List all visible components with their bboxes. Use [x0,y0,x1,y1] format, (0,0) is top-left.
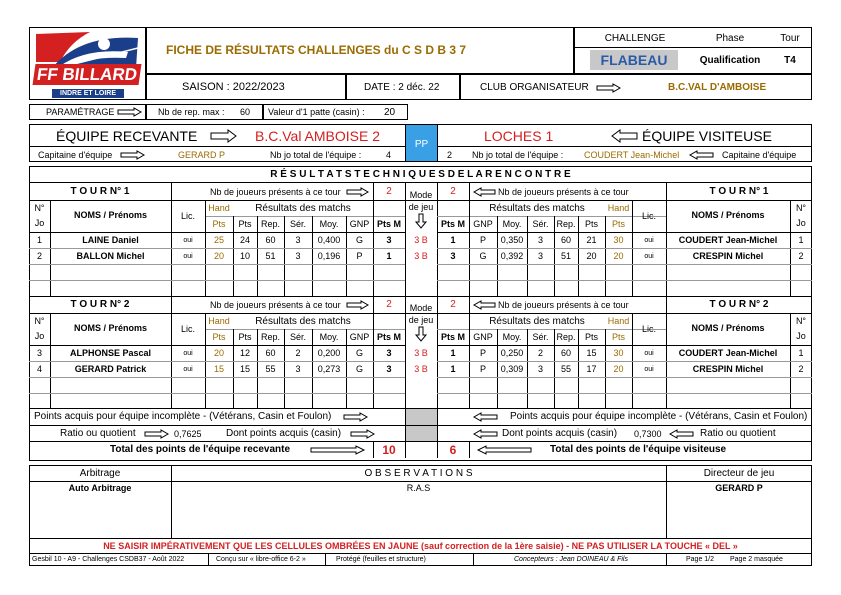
away-player-rep: 55 [560,364,571,374]
arrow-right-icon [120,150,146,160]
rep-header: Rep. [260,332,280,342]
footer-concu: Conçu sur « libre-office 6-2 » [216,556,306,563]
names-header: NOMS / Prénoms [73,323,147,333]
away-no-header: N° [795,203,807,213]
away-names-header: NOMS / Prénoms [691,210,765,220]
rep-label: Nb de rep. max : [158,107,225,117]
grid-line [29,232,405,233]
player-pts: 12 [239,348,250,358]
phase-value: Qualification [699,55,761,66]
jo-header: Jo [34,218,45,228]
away-label: ÉQUIPE VISITEUSE [642,128,772,144]
ser-header: Sér. [289,332,306,342]
away-hand-pts-header: Pts [611,219,625,229]
player-hand: 25 [213,235,224,245]
arrow-left-icon [472,187,496,197]
grid-line [171,183,172,200]
player-gnp: G [355,364,363,374]
player-rep: 51 [265,251,276,261]
away-pts-header: Pts [584,219,598,229]
rep-value: 60 [240,107,251,117]
away-ratio-label: Ratio ou quotient [700,428,776,439]
directeur-value: GERARD P [715,483,763,493]
no-header: N° [34,203,45,213]
results-header: Résultats des matchs [255,316,351,327]
away-present: 2 [450,299,456,310]
grid-line [171,296,172,313]
home-total-points: 10 [382,443,396,457]
away-casin-label: Dont points acquis (casin) [502,428,618,439]
home-team-name: B.C.Val AMBOISE 2 [255,128,381,144]
player-ptsm: 3 [386,364,392,374]
tour-label: Tour [780,33,800,44]
player-no: 4 [36,364,42,374]
lic-header: Lic. [180,211,195,221]
away-present: 2 [450,186,456,197]
mode-label: Mode [409,303,433,313]
away-player-moy: 0,250 [500,348,524,358]
footer-page: Page 1/2 [686,556,715,563]
grid-line [29,361,405,362]
ptsm-header: Pts M [376,332,401,342]
away-ser-header: Sér. [532,332,549,342]
player-moy: 0,200 [317,348,341,358]
moy-header: Moy. [319,219,339,229]
arrow-left-icon [472,300,496,310]
away-player-name: COUDERT Jean-Michel [678,235,778,245]
away-player-moy: 0,392 [500,251,524,261]
player-no: 1 [36,235,42,245]
away-names-header: NOMS / Prénoms [691,323,765,333]
player-hand: 20 [213,251,224,261]
home-ratio: 0,7625 [174,429,202,439]
away-player-gnp: P [479,348,486,358]
away-rep-header: Rep. [556,332,576,342]
away-ratio: 0,7300 [634,429,662,439]
player-lic: oui [183,253,193,260]
logo-title: FF BILLARD [33,64,142,85]
home-label: ÉQUIPE RECEVANTE [56,128,198,144]
names-header: NOMS / Prénoms [73,210,147,220]
lic-header: Lic. [180,324,195,334]
player-ptsm: 1 [386,251,392,261]
away-rep-header: Rep. [556,219,576,229]
player-gnp: G [355,235,363,245]
page-title: FICHE DE RÉSULTATS CHALLENGES du C S D B 3 7 [166,43,467,57]
away-player-hand: 20 [613,364,624,374]
player-gnp: G [355,348,363,358]
grid-line [29,248,405,249]
gnp-header: GNP [349,219,370,229]
hand-pts-header: Pts [212,332,226,342]
away-player-ser: 3 [537,251,543,261]
gnp-header: GNP [349,332,370,342]
away-gnp-header: GNP [473,219,493,229]
grid-line [437,232,812,233]
mode-label: Mode [409,190,433,200]
arbitrage-value: Auto Arbitrage [68,483,132,493]
away-player-pts: 15 [586,348,597,358]
footer-protege: Protégé (feuilles et structure) [336,556,426,563]
away-player-name: COUDERT Jean-Michel [678,348,778,358]
player-ser: 3 [295,235,301,245]
home-captain: GERARD P [178,150,226,160]
arrow-right-icon [117,107,143,117]
player-lic: oui [183,237,193,244]
away-tour-label: T O U R N° 2 [709,299,769,310]
away-player-pts: 17 [586,364,597,374]
player-ser: 3 [295,364,301,374]
player-pts: 10 [239,251,250,261]
player-name: BALLON Michel [76,251,145,261]
away-pts-header: Pts [584,332,598,342]
rep-header: Rep. [260,219,280,229]
game-mode: 3 B [414,251,428,261]
player-hand: 15 [213,364,224,374]
away-jo-header: Jo [796,331,806,341]
saison: SAISON : 2022/2023 [182,81,285,93]
away-player-no: 1 [798,348,804,358]
grid-line [437,377,812,378]
player-rep: 60 [265,348,276,358]
arrow-left-icon [668,429,694,439]
patte-value: 20 [384,107,396,118]
away-captain: COUDERT Jean-Michel [584,150,680,160]
footer-concepteurs: Concepteurs : Jean DOINEAU & Fils [514,556,628,563]
grid-line [29,264,405,265]
grid-line [469,296,470,313]
player-ser: 2 [295,348,301,358]
player-ptsm: 3 [386,348,392,358]
away-hand-header: Hand [607,203,630,213]
observations-value: R.A.S [406,483,431,493]
jo-header: Jo [34,331,45,341]
phase-label: Phase [715,33,745,44]
game-mode: 3 B [414,364,428,374]
arrow-left-icon [688,150,714,160]
away-team-name: LOCHES 1 [484,128,554,144]
away-ser-header: Sér. [532,219,549,229]
player-moy: 0,196 [317,251,341,261]
away-player-hand: 30 [613,348,624,358]
away-player-hand: 30 [613,235,624,245]
arrow-right-icon [346,300,370,310]
player-pts: 15 [239,364,250,374]
player-name: ALPHONSE Pascal [69,348,152,358]
away-player-pts: 20 [586,251,597,261]
away-hand-header: Hand [607,316,630,326]
logo-subtitle: INDRE ET LOIRE [52,89,124,98]
arrow-right-icon [210,129,238,143]
player-pts: 24 [239,235,250,245]
away-player-moy: 0,309 [500,364,524,374]
player-ser: 3 [295,251,301,261]
arrow-right-icon [343,412,369,422]
player-lic: oui [183,350,193,357]
away-total-label: Total des points de l'équipe visiteuse [550,444,727,455]
away-ptsm-header: Pts M [440,219,465,229]
away-results-header: Résultats des matchs [489,316,585,327]
tour-value: T4 [784,55,796,66]
grid-line [437,345,812,346]
away-player-no: 1 [798,235,804,245]
directeur-label: Directeur de jeu [703,468,775,479]
player-name: GERARD Patrick [74,364,147,374]
pts-header: Pts [238,332,252,342]
arrow-right-icon [144,429,170,439]
arbitrage-label: Arbitrage [79,468,121,479]
away-total-players: 2 [447,150,453,160]
away-player-name: CRESPIN Michel [692,251,764,261]
player-moy: 0,273 [317,364,341,374]
away-player-rep: 60 [560,235,571,245]
away-player-pts: 21 [586,235,597,245]
away-total-label: Nb jo total de l'équipe : [472,150,564,160]
away-player-gnp: G [479,251,487,261]
arrow-down-icon [415,326,427,342]
arrow-right-icon [596,83,622,93]
away-player-ptsm: 1 [450,348,456,358]
grid-line [29,393,405,394]
grid-line [29,280,405,281]
grid-line [437,248,812,249]
grid-line [437,393,812,394]
away-player-no: 2 [798,251,804,261]
date: DATE : 2 déc. 22 [364,82,440,93]
footer-page-hidden: Page 2 masquée [730,556,783,563]
club-label: CLUB ORGANISATEUR [480,82,589,93]
results-header: Résultats des matchs [255,203,351,214]
home-total-label: Total des points de l'équipe recevante [110,444,291,455]
away-player-lic: oui [644,237,654,244]
logo [30,28,145,99]
away-ptsm-header: Pts M [440,332,465,342]
moy-header: Moy. [319,332,339,342]
away-player-no: 2 [798,364,804,374]
away-gnp-header: GNP [473,332,493,342]
player-rep: 60 [265,235,276,245]
away-player-ptsm: 1 [450,364,456,374]
away-captain-label: Capitaine d'équipe [722,150,797,160]
player-moy: 0,400 [317,235,341,245]
home-ratio-label: Ratio ou quotient [60,428,136,439]
away-jo-header: Jo [796,218,806,228]
player-name: LAINE Daniel [82,235,139,245]
tour-label: T O U R N° 2 [70,299,130,310]
away-tour-label: T O U R N° 1 [709,186,769,197]
ptsm-header: Pts M [376,219,401,229]
home-casin-label: Dont points acquis (casin) [226,428,342,439]
club-value: B.C.VAL D'AMBOISE [668,82,767,93]
grid-line [205,329,405,330]
grid-line [29,377,405,378]
away-moy-header: Moy. [502,332,522,342]
grid-line [29,296,812,297]
away-lic-header: Lic. [641,324,656,334]
away-results-header: Résultats des matchs [489,203,585,214]
grid-line [437,280,812,281]
challenge-value: FLABEAU [600,52,668,68]
home-present: 2 [386,299,392,310]
away-player-ser: 3 [537,364,543,374]
away-player-lic: oui [644,350,654,357]
arrow-left-icon [472,429,498,439]
hand-header: Hand [208,203,230,213]
away-lic-header: Lic. [641,211,656,221]
home-present-label: Nb de joueurs présents à ce tour [210,300,341,310]
away-player-hand: 20 [613,251,624,261]
observations-label: O B S E R V A T I O N S [364,468,473,479]
arrow-right-icon [310,445,366,455]
dejeu-label: de jeu [408,315,434,325]
away-player-ptsm: 1 [450,235,456,245]
player-hand: 20 [213,348,224,358]
player-no: 3 [36,348,42,358]
dejeu-label: de jeu [408,202,434,212]
no-header: N° [34,316,45,326]
away-no-header: N° [795,316,807,326]
away-player-lic: oui [644,366,654,373]
home-captain-label: Capitaine d'équipe [38,150,113,160]
away-present-label: Nb de joueurs présents à ce tour [498,187,629,197]
home-total-players: 4 [386,150,392,160]
grid-line [29,345,405,346]
patte-label: Valeur d'1 patte (casin) : [268,107,365,117]
challenge-label: CHALLENGE [604,33,666,44]
grid-line [29,200,812,201]
player-gnp: P [356,251,363,261]
pts-header: Pts [238,219,252,229]
away-hand-pts-header: Pts [611,332,625,342]
grid-line [437,361,812,362]
tour-label: T O U R N° 1 [70,186,130,197]
arrow-left-icon [472,412,498,422]
section-title: R É S U L T A T S T E C H N I Q U E S D E L A R E N C O N T R E [270,169,571,180]
away-present-label: Nb de joueurs présents à ce tour [498,300,629,310]
hand-pts-header: Pts [212,219,226,229]
footer-version: Gesbil 10 - A9 - Challenges CSDB37 - Août 2022 [32,556,185,563]
away-player-ptsm: 3 [450,251,456,261]
incomplete-away: Points acquis pour équipe incomplète - (Vétérans, Casin et Foulon) [510,411,808,422]
home-present: 2 [386,186,392,197]
home-total-label: Nb jo total de l'équipe : [270,150,362,160]
away-player-name: CRESPIN Michel [692,364,764,374]
player-ptsm: 3 [386,235,392,245]
away-total-points: 6 [449,443,457,457]
grid-line [29,313,812,314]
game-mode: 3 B [414,348,428,358]
grid-line [469,183,470,200]
away-moy-header: Moy. [502,219,522,229]
incomplete-home: Points acquis pour équipe incomplète - (Vétérans, Casin et Foulon) [34,411,332,422]
player-lic: oui [183,366,193,373]
away-player-rep: 60 [560,348,571,358]
away-player-lic: oui [644,253,654,260]
grid-line [205,216,405,217]
hand-header: Hand [208,316,230,326]
away-player-gnp: P [479,364,486,374]
arrow-right-icon [346,187,370,197]
grid-line [437,264,812,265]
arrow-right-icon [350,429,376,439]
arrow-left-icon [476,445,532,455]
away-player-ser: 3 [537,235,543,245]
home-present-label: Nb de joueurs présents à ce tour [210,187,341,197]
warning: NE SAISIR IMPÉRATIVEMENT QUE LES CELLULES OMBRÉES EN JAUNE (sauf correction de la 1ère saisie) - NE PAS UTILISER LA TOUCHE « DEL » [103,541,738,551]
away-player-ser: 2 [537,348,543,358]
game-mode: 3 B [414,235,428,245]
arrow-down-icon [415,213,427,229]
player-no: 2 [36,251,42,261]
params-label: PARAMÉTRAGE [46,107,115,117]
player-rep: 55 [265,364,276,374]
away-player-gnp: P [479,235,486,245]
pp-label: PP [414,139,429,150]
away-player-rep: 51 [560,251,571,261]
ser-header: Sér. [289,219,306,229]
away-player-moy: 0,350 [500,235,524,245]
arrow-left-icon [610,129,638,143]
